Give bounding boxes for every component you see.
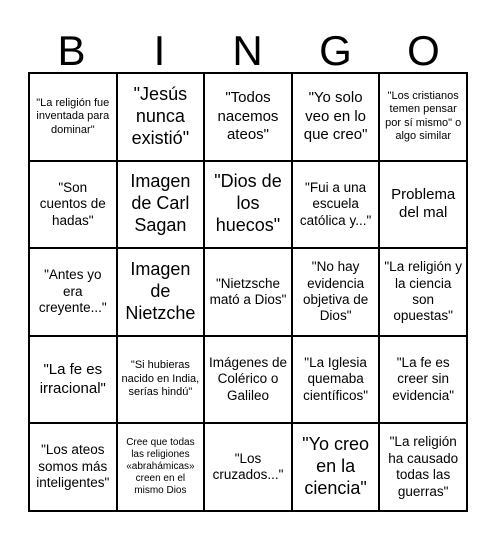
header-letter-g: G	[319, 27, 353, 74]
bingo-cell[interactable]: "Todos nacemos ateos"	[204, 73, 292, 161]
bingo-cell[interactable]: "Los cristianos temen pensar por sí mismo" o algo similar	[379, 73, 467, 161]
bingo-cell[interactable]: "Si hubieras nacido en India, serías hindú"	[117, 336, 205, 424]
bingo-cell[interactable]: Imágenes de Colérico o Galileo	[204, 336, 292, 424]
header-letter-n: N	[232, 27, 264, 74]
header-letter-i: I	[153, 27, 167, 74]
bingo-cell[interactable]: "No hay evidencia objetiva de Dios"	[292, 248, 380, 336]
bingo-cell[interactable]: Imagen de Carl Sagan	[117, 161, 205, 249]
bingo-cell[interactable]: "Fui a una escuela católica y..."	[292, 161, 380, 249]
bingo-cell[interactable]: "Yo creo en la ciencia"	[292, 423, 380, 511]
bingo-board	[28, 72, 468, 512]
header-letter-b: B	[57, 27, 87, 74]
bingo-cell[interactable]: Problema del mal	[379, 161, 467, 249]
bingo-cell[interactable]: Cree que todas las religiones «abrahámicas» creen en el mismo Dios	[117, 423, 205, 511]
bingo-cell[interactable]: "Nietzsche mató a Dios"	[204, 248, 292, 336]
bingo-cell[interactable]: "Son cuentos de hadas"	[29, 161, 117, 249]
bingo-cell[interactable]: "Antes yo era creyente..."	[29, 248, 117, 336]
bingo-cell[interactable]: "Yo solo veo en lo que creo"	[292, 73, 380, 161]
bingo-header	[28, 26, 468, 76]
bingo-cell[interactable]: "La Iglesia quemaba científicos"	[292, 336, 380, 424]
header-letter-o: O	[407, 27, 441, 74]
bingo-cell[interactable]: "La fe es creer sin evidencia"	[379, 336, 467, 424]
bingo-cell[interactable]: "La religión ha causado todas las guerras"	[379, 423, 467, 511]
bingo-cell[interactable]: "La religión y la ciencia son opuestas"	[379, 248, 467, 336]
bingo-cell[interactable]: "Los cruzados..."	[204, 423, 292, 511]
bingo-cell[interactable]: "Los ateos somos más inteligentes"	[29, 423, 117, 511]
bingo-cell[interactable]: "Dios de los huecos"	[204, 161, 292, 249]
bingo-cell[interactable]: "La religión fue inventada para dominar"	[29, 73, 117, 161]
bingo-cell[interactable]: "La fe es irracional"	[29, 336, 117, 424]
bingo-cell[interactable]: Imagen de Nietzche	[117, 248, 205, 336]
bingo-cell[interactable]: "Jesús nunca existió"	[117, 73, 205, 161]
